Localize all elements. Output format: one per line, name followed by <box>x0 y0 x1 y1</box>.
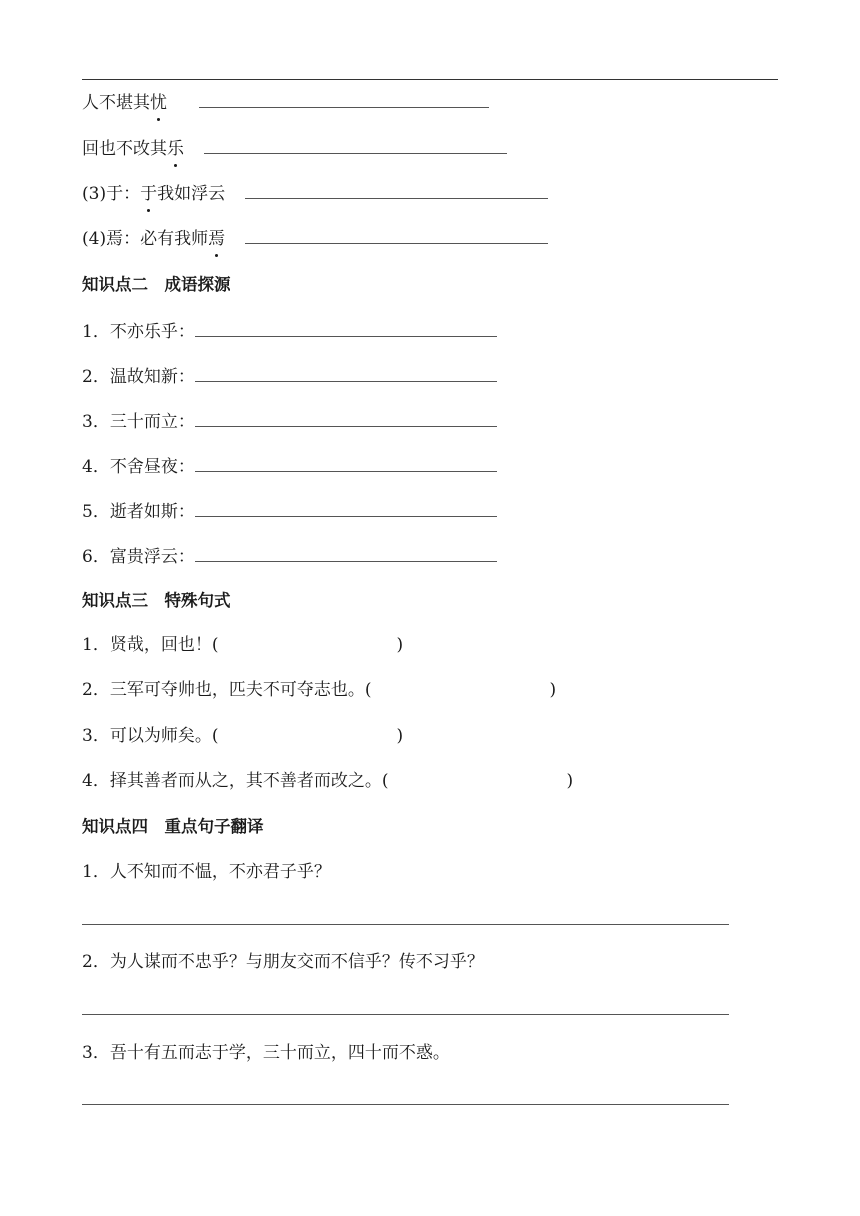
answer-blank[interactable] <box>195 453 497 472</box>
idiom-item-6 <box>82 543 497 569</box>
answer-blank[interactable] <box>199 89 489 108</box>
close-paren: ) <box>396 635 404 655</box>
idiom-item-2 <box>82 363 497 389</box>
translation-item-2: 2．为人谋而不忠乎？与朋友交而不信乎？传不习乎？ <box>82 952 484 972</box>
answer-blank[interactable] <box>245 180 548 199</box>
sentence-pattern-item-1 <box>82 633 403 657</box>
word-item-1 <box>82 89 489 115</box>
sentence-pattern-text: 1．贤哉，回也！( <box>82 635 219 655</box>
answer-blank[interactable] <box>204 135 507 154</box>
dotted-char: 于 <box>140 184 158 204</box>
word-item-text: 我如浮云 <box>157 184 226 204</box>
translation-item-3: 3．吾十有五而志于学，三十而立，四十而不惑。 <box>82 1043 450 1063</box>
dotted-char: 焉 <box>208 229 226 249</box>
answer-blank[interactable] <box>195 498 497 517</box>
idiom-label: 2．温故知新： <box>82 367 195 387</box>
dotted-char: 忧 <box>150 93 167 113</box>
word-item-text: (4)焉：必有我师 <box>82 229 209 249</box>
translation-answer-line-1[interactable] <box>82 924 729 925</box>
idiom-item-1 <box>82 318 497 344</box>
sentence-pattern-text: 3．可以为师矣。( <box>82 726 219 746</box>
idiom-item-3 <box>82 408 497 434</box>
sentence-pattern-item-2 <box>82 678 556 702</box>
word-item-3 <box>82 180 548 206</box>
close-paren: ) <box>566 771 574 791</box>
idiom-item-5 <box>82 498 497 524</box>
sentence-pattern-text: 4．择其善者而从之，其不善者而改之。( <box>82 771 389 791</box>
answer-blank[interactable] <box>195 408 497 427</box>
section-heading-2: 知识点二 成语探源 <box>82 275 231 294</box>
translation-item-1: 1．人不知而不愠，不亦君子乎？ <box>82 862 331 882</box>
answer-blank[interactable] <box>195 318 497 337</box>
translation-answer-line-2[interactable] <box>82 1014 729 1015</box>
word-item-text: 人不堪其 <box>82 93 150 113</box>
answer-blank[interactable] <box>195 543 497 562</box>
idiom-label: 3．三十而立： <box>82 412 195 432</box>
translation-answer-line-3[interactable] <box>82 1104 729 1105</box>
word-item-4 <box>82 225 548 251</box>
idiom-label: 1．不亦乐乎： <box>82 322 195 342</box>
top-rule <box>82 79 778 80</box>
idiom-item-4 <box>82 453 497 479</box>
close-paren: ) <box>549 680 557 700</box>
close-paren: ) <box>396 726 404 746</box>
idiom-label: 5．逝者如斯： <box>82 502 195 522</box>
sentence-pattern-text: 2．三军可夺帅也，匹夫不可夺志也。( <box>82 680 372 700</box>
section-heading-4: 知识点四 重点句子翻译 <box>82 817 264 836</box>
word-item-text: (3)于： <box>82 184 141 204</box>
sentence-pattern-item-4 <box>82 769 573 793</box>
idiom-label: 4．不舍昼夜： <box>82 457 195 477</box>
word-item-text: 回也不改其 <box>82 139 167 159</box>
word-item-2 <box>82 135 507 161</box>
answer-blank[interactable] <box>195 363 497 382</box>
dotted-char: 乐 <box>167 139 184 159</box>
answer-blank[interactable] <box>245 225 548 244</box>
idiom-label: 6．富贵浮云： <box>82 547 195 567</box>
section-heading-3: 知识点三 特殊句式 <box>82 591 231 610</box>
sentence-pattern-item-3 <box>82 724 403 748</box>
